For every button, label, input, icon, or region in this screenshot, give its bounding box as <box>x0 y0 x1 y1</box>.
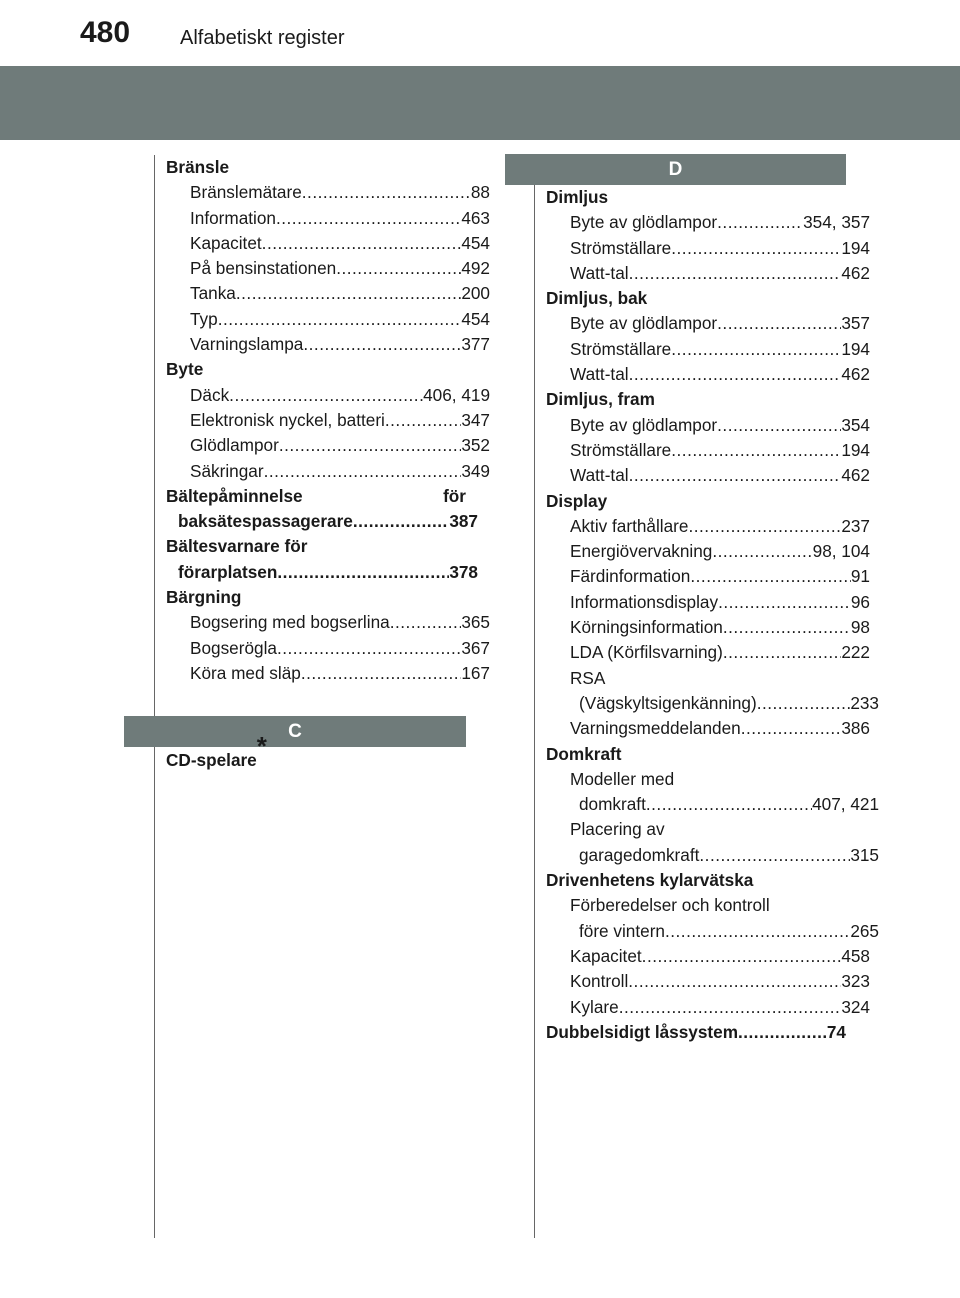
index-entry[interactable]: RSA <box>570 667 606 688</box>
footnote-mark: * <box>256 731 267 762</box>
index-entry[interactable]: Modeller med <box>570 768 675 789</box>
column-divider-right <box>534 155 535 1238</box>
index-entry[interactable]: Varningsmeddelanden ..... 386 <box>546 716 870 741</box>
index-entry[interactable]: Varningslampa ..... 377 <box>166 332 490 357</box>
index-entry[interactable]: Kylare ..... 324 <box>546 995 870 1020</box>
index-entry[interactable]: Förberedelser och kontroll <box>570 895 770 916</box>
index-entry[interactable]: Placering av <box>570 819 665 840</box>
index-entry[interactable]: Dubbelsidigt låssystem ..... 74 <box>546 1020 846 1045</box>
index-heading: Drivenhetens kylarvätska <box>546 870 754 891</box>
index-heading: Dimljus, bak <box>546 288 648 309</box>
index-entry[interactable]: Bogsering med bogserlina ..... 365 <box>166 610 490 635</box>
index-entry[interactable]: Aktiv farthållare ..... 237 <box>546 514 870 539</box>
index-entry[interactable]: Strömställare ..... 194 <box>546 236 870 261</box>
index-entry[interactable]: Däck ..... 406, 419 <box>166 383 490 408</box>
page-number: 480 <box>80 16 131 49</box>
index-entry[interactable]: Byte av glödlampor ..... 357 <box>546 311 870 336</box>
page-title: Alfabetiskt register <box>180 27 345 49</box>
index-entry[interactable]: Watt-tal ..... 462 <box>546 362 870 387</box>
index-column-left <box>166 155 490 686</box>
index-entry[interactable]: Watt-tal ..... 462 <box>546 261 870 286</box>
index-column-right <box>546 185 879 1045</box>
index-entry[interactable]: förarplatsen ..... 378 <box>166 560 478 585</box>
index-entry[interactable]: LDA (Körfilsvarning) ..... 222 <box>546 640 870 665</box>
index-entry[interactable]: Energiövervakning ..... 98, 104 <box>546 539 870 564</box>
header-banner <box>0 66 960 140</box>
index-heading: Display <box>546 490 608 511</box>
index-entry[interactable]: Kapacitet ..... 458 <box>546 944 870 969</box>
index-entry[interactable]: Informationsdisplay ..... 96 <box>546 590 870 615</box>
index-entry[interactable]: Byte av glödlampor ..... 354, 357 <box>546 210 870 235</box>
section-letter-d: D <box>505 154 846 185</box>
index-entry[interactable]: Strömställare ..... 194 <box>546 438 870 463</box>
index-entry[interactable]: Information ..... 463 <box>166 206 490 231</box>
index-entry[interactable]: Typ ..... 454 <box>166 307 490 332</box>
index-entry[interactable]: Färdinformation ..... 91 <box>546 564 870 589</box>
index-entry[interactable]: Kapacitet ..... 454 <box>166 231 490 256</box>
index-entry[interactable]: Watt-tal ..... 462 <box>546 463 870 488</box>
index-entry[interactable]: På bensinstationen ..... 492 <box>166 256 490 281</box>
index-entry[interactable]: Tanka ..... 200 <box>166 281 490 306</box>
index-entry[interactable]: domkraft ..... 407, 421 <box>546 792 879 817</box>
index-entry[interactable]: Byte av glödlampor ..... 354 <box>546 413 870 438</box>
index-heading: Dimljus, fram <box>546 389 655 410</box>
index-entry[interactable]: baksätespassagerare ..... 387 <box>166 509 478 534</box>
index-heading: Dimljus <box>546 187 609 207</box>
column-divider-left <box>154 155 155 1238</box>
index-entry[interactable]: Glödlampor ..... 352 <box>166 433 490 458</box>
index-entry[interactable]: Elektronisk nyckel, batteri ..... 347 <box>166 408 490 433</box>
index-heading: Bärgning <box>166 587 242 608</box>
index-entry[interactable]: Säkringar ..... 349 <box>166 459 490 484</box>
index-entry[interactable]: före vintern ..... 265 <box>546 919 879 944</box>
index-entry[interactable]: Bränslemätare ..... 88 <box>166 180 490 205</box>
index-entry[interactable]: Köra med släp ..... 167 <box>166 661 490 686</box>
index-entry-cd-spelare[interactable]: CD-spelare* <box>166 731 267 770</box>
index-entry[interactable]: Strömställare ..... 194 <box>546 337 870 362</box>
index-heading: Byte <box>166 359 204 380</box>
index-entry[interactable]: Kontroll ..... 323 <box>546 969 870 994</box>
index-heading: Domkraft <box>546 743 622 764</box>
index-heading: Bränsle <box>166 157 230 177</box>
page-header <box>0 0 960 64</box>
index-entry[interactable]: garagedomkraft ..... 315 <box>546 843 879 868</box>
index-entry[interactable]: (Vägskyltsigenkänning) ..... 233 <box>546 691 879 716</box>
index-heading[interactable]: Bältesvarnare för <box>166 536 308 557</box>
section-letter-c: C <box>124 716 466 747</box>
index-entry[interactable]: Bogserögla ..... 367 <box>166 636 490 661</box>
index-entry[interactable]: Körningsinformation ..... 98 <box>546 615 870 640</box>
index-heading[interactable]: Bältepåminnelse för <box>166 485 466 506</box>
